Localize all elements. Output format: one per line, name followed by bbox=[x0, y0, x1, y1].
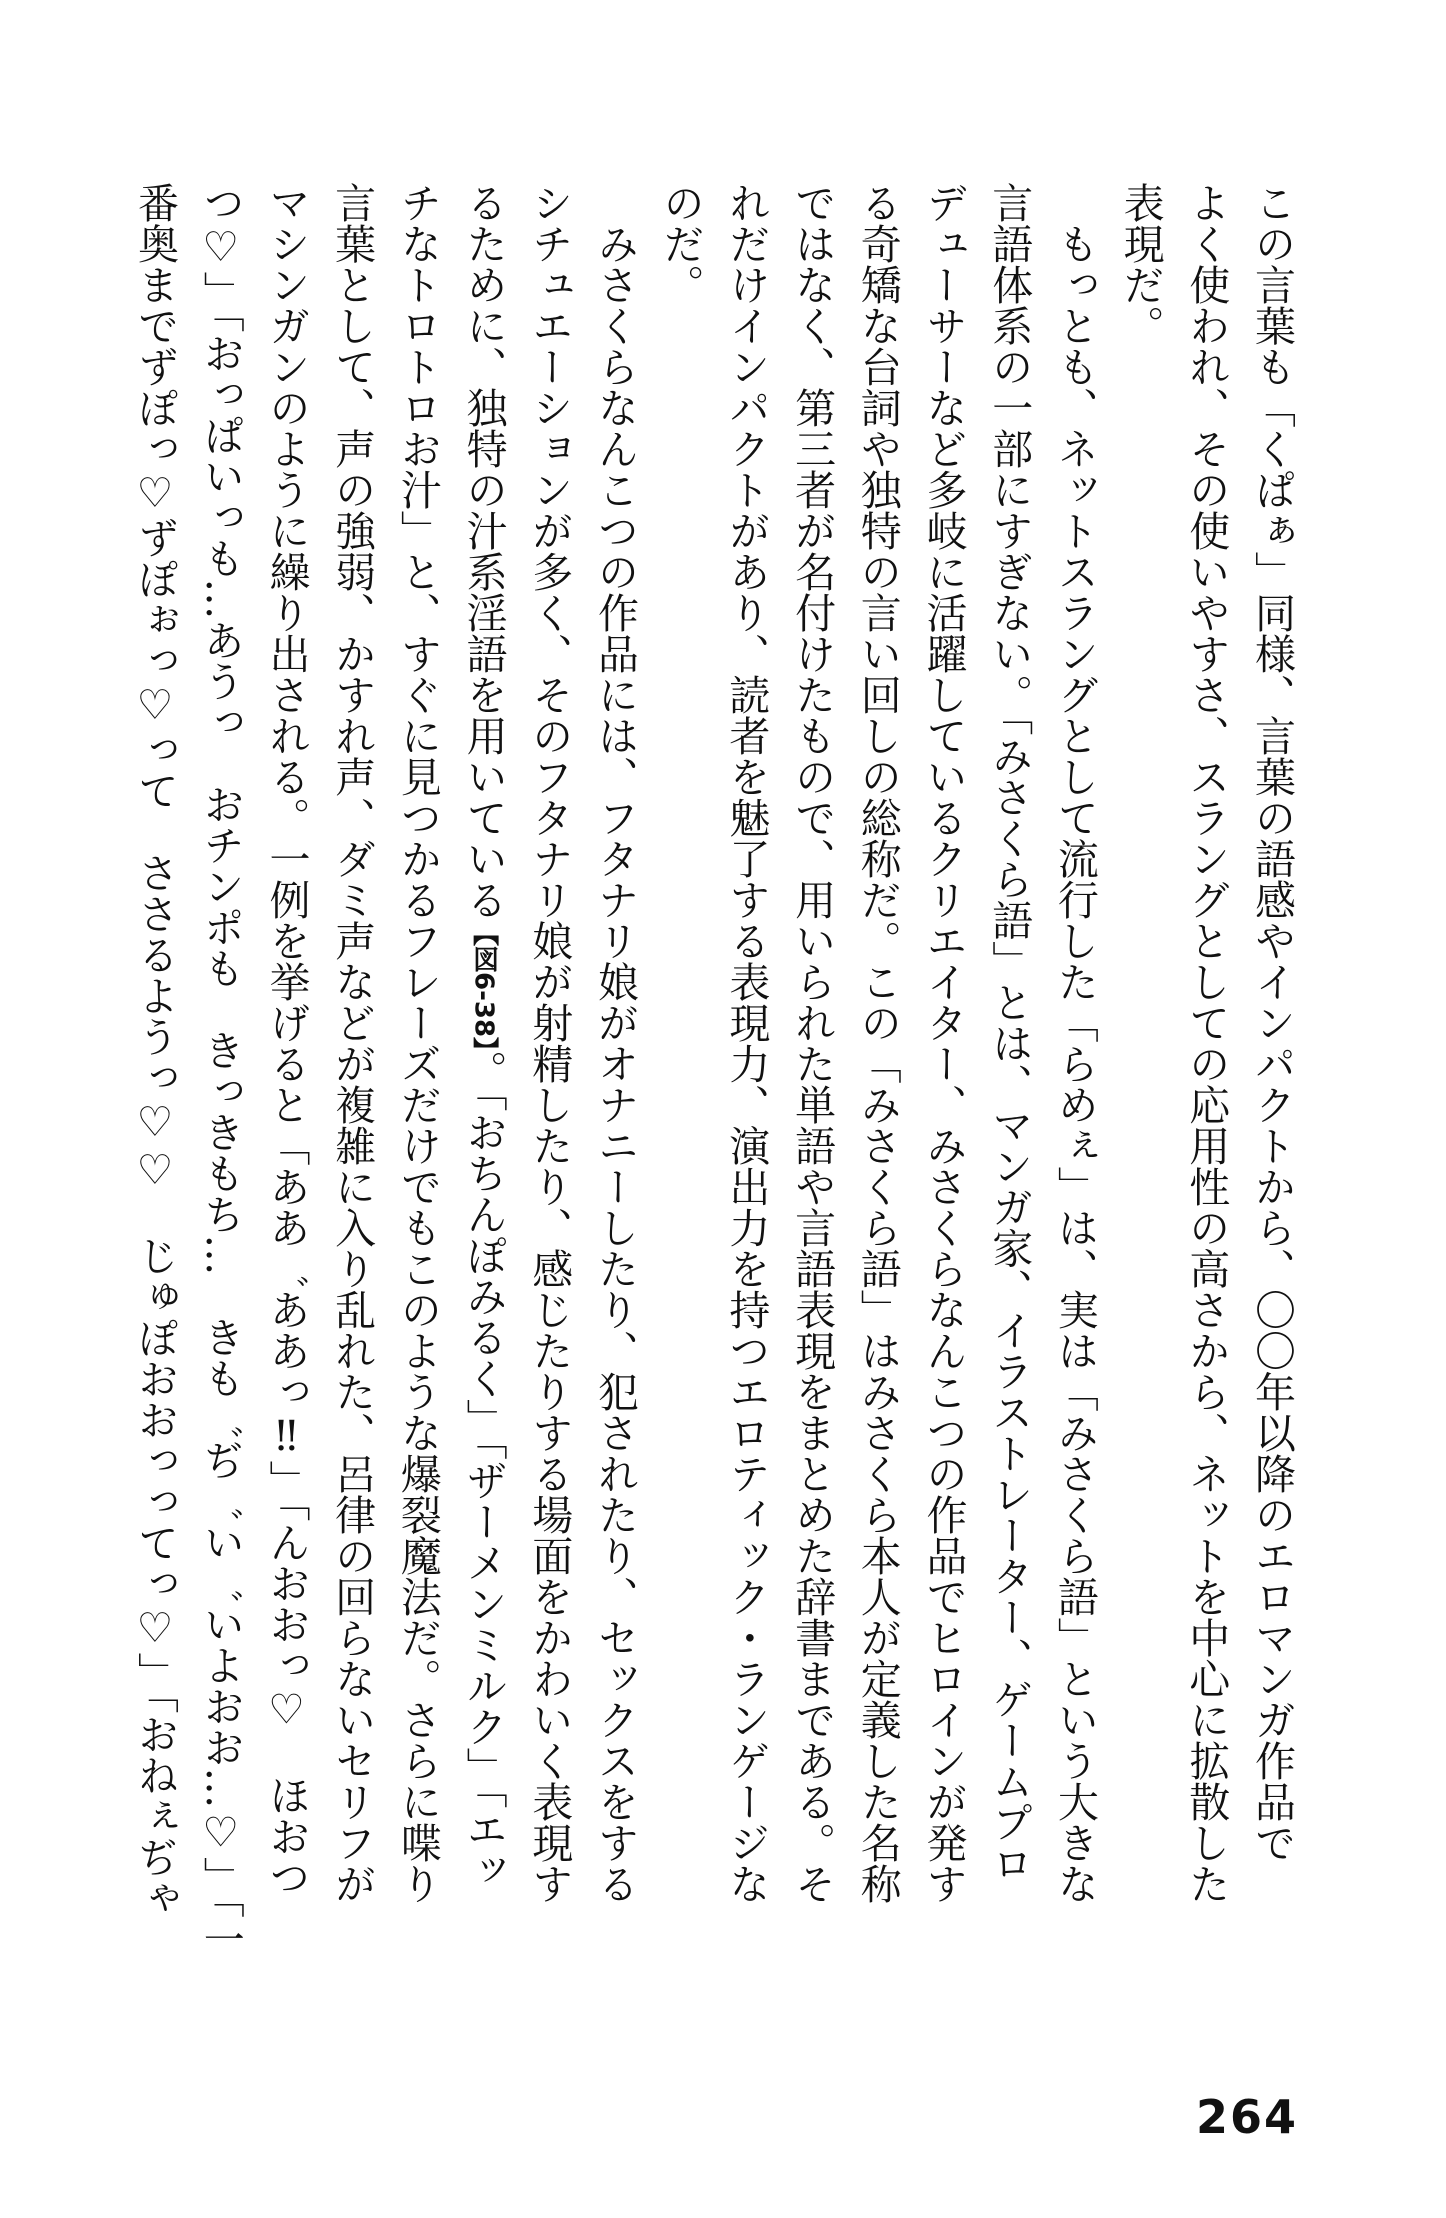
text-segment: るために、独特の汁系淫語を用いている bbox=[459, 182, 508, 920]
text-line: デューサーなど多岐に活躍しているクリエイター、みさくらなんこつの作品でヒロインが発す bbox=[919, 182, 968, 1904]
figure-reference: 【図6-38】 bbox=[468, 920, 499, 1051]
text-segment: 。「おちんぽみるく」「ザーメンミルク」「エッ bbox=[459, 1050, 508, 1891]
text-line: もっとも、ネットスラングとして流行した「らめぇ」は、実は「みさくら語」という大きな bbox=[1050, 223, 1099, 1904]
text-line: この言葉も「くぱぁ」同様、言葉の語感やインパクトから、〇〇年以降のエロマンガ作品で bbox=[1248, 182, 1296, 1863]
text-line: マシンガンのように繰り出される。一例を挙げると「ああ゛ああっ‼」「んおおっ♡ ほおつ bbox=[262, 182, 311, 1898]
text-line: 番奥までずぽっ♡ずぽぉっ♡って ささるようっ♡♡ じゅぽおおっってっ♡」「おねぇぢゃ bbox=[131, 182, 180, 1919]
text-line: ではなく、第三者が名付けたもので、用いられた単語や言語表現をまとめた辞書まである。そ bbox=[788, 182, 837, 1904]
text-line: る奇矯な台詞や独特の言い回しの総称だ。この「みさくら語」はみさくら本人が定義した名称 bbox=[853, 182, 902, 1904]
text-line: みさくらなんこつの作品には、フタナリ娘がオナニーしたり、犯されたり、セックスをする bbox=[590, 223, 639, 1904]
text-line: 言語体系の一部にすぎない。「みさくら語」とは、マンガ家、イラストレーター、ゲームプロ bbox=[985, 182, 1034, 1884]
page-number: 264 bbox=[1196, 2090, 1299, 2144]
text-line bbox=[450, 182, 516, 1891]
text-line: シチュエーションが多く、そのフタナリ娘が射精したり、感じたりする場面をかわいく表現す bbox=[525, 182, 574, 1904]
text-line: つ♡」「おっぱいっも…あうっ おチンポも きっきもち… きも゛ぢ゛い゛いよおお…♡」「一 bbox=[196, 182, 245, 1959]
text-line: 表現だ。 bbox=[1116, 182, 1165, 346]
text-line: よく使われ、その使いやすさ、スラングとしての応用性の高さから、ネットを中心に拡散した bbox=[1182, 182, 1231, 1904]
text-line: のだ。 bbox=[656, 182, 705, 305]
text-line: チなトロトロお汁」と、すぐに見つかるフレーズだけでもこのような爆裂魔法だ。さらに喋り bbox=[393, 182, 442, 1904]
text-line: れだけインパクトがあり、読者を魅了する表現力、演出力を持つエロティック・ランゲージな bbox=[722, 182, 771, 1904]
body-text bbox=[121, 182, 1304, 1959]
text-line: 言葉として、声の強弱、かすれ声、ダミ声などが複雑に入り乱れた、呂律の回らないセリフが bbox=[328, 182, 377, 1904]
